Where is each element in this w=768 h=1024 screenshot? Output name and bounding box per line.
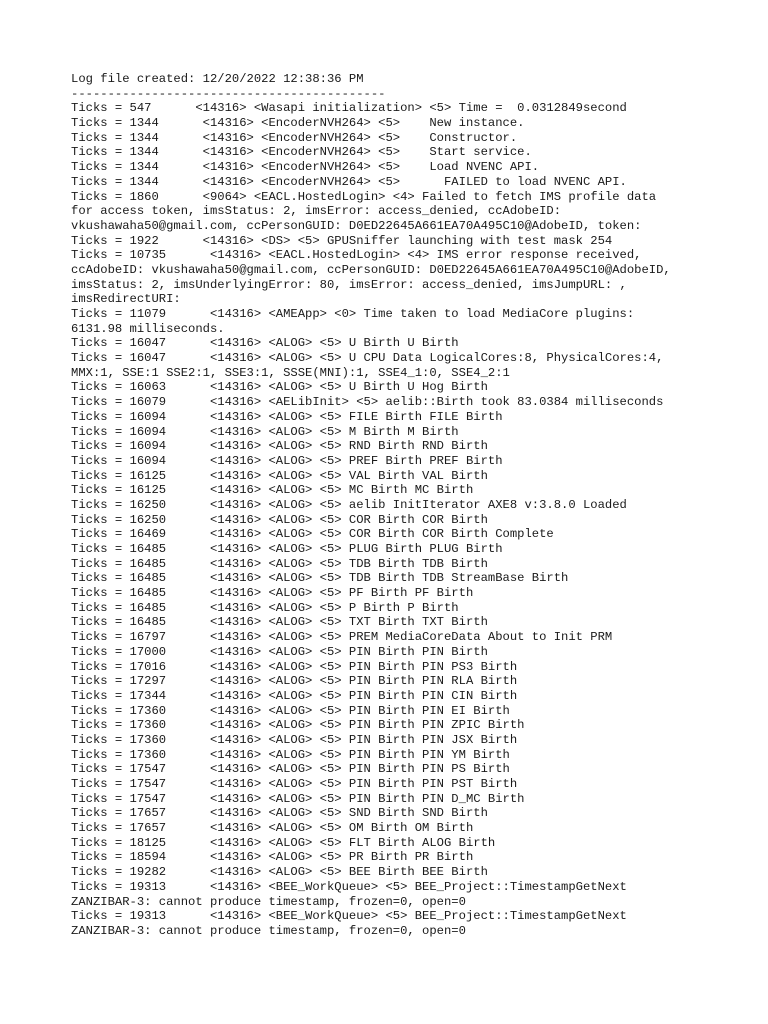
log-line: Ticks = 19313 <14316> <BEE_WorkQueue> <5> BEE_Project::TimestampGetNext [71, 879, 627, 894]
log-line: Ticks = 17360 <14316> <ALOG> <5> PIN Birth PIN JSX Birth [71, 732, 518, 747]
log-line: Ticks = 16485 <14316> <ALOG> <5> TDB Birth TDB StreamBase Birth [71, 571, 569, 586]
log-line: Ticks = 17360 <14316> <ALOG> <5> PIN Birth PIN ZPIC Birth [71, 718, 525, 733]
log-line: imsStatus: 2, imsUnderlyingError: 80, imsError: access_denied, imsJumpURL: , [71, 277, 627, 292]
log-line: Ticks = 16250 <14316> <ALOG> <5> aelib InitIterator AXE8 v:3.8.0 Loaded [71, 497, 627, 512]
log-line: Ticks = 1344 <14316> <EncoderNVH264> <5> New instance. [71, 116, 525, 131]
log-line: Ticks = 547 <14316> <Wasapi initialization> <5> Time = 0.0312849second [71, 101, 627, 116]
document-page [71, 72, 761, 939]
log-line: Ticks = 16125 <14316> <ALOG> <5> VAL Birth VAL Birth [71, 468, 488, 483]
log-line: Ticks = 16094 <14316> <ALOG> <5> RND Birth RND Birth [71, 439, 488, 454]
log-line: Ticks = 18125 <14316> <ALOG> <5> FLT Birth ALOG Birth [71, 835, 496, 850]
log-line: vkushawaha50@gmail.com, ccPersonGUID: D0ED22645A661EA70A495C10@AdobeID, token: [71, 218, 642, 233]
log-line: ZANZIBAR-3: cannot produce timestamp, frozen=0, open=0 [71, 894, 466, 909]
log-line: Ticks = 16094 <14316> <ALOG> <5> PREF Birth PREF Birth [71, 453, 503, 468]
log-line: Ticks = 16485 <14316> <ALOG> <5> P Birth P Birth [71, 600, 459, 615]
log-line: Ticks = 1922 <14316> <DS> <5> GPUSniffer launching with test mask 254 [71, 233, 613, 248]
log-line: Ticks = 16094 <14316> <ALOG> <5> M Birth M Birth [71, 424, 459, 439]
log-line: imsRedirectURI: [71, 292, 181, 307]
log-line: Ticks = 19313 <14316> <BEE_WorkQueue> <5> BEE_Project::TimestampGetNext [71, 909, 627, 924]
log-line: Ticks = 17016 <14316> <ALOG> <5> PIN Birth PIN PS3 Birth [71, 659, 518, 674]
log-line: ------------------------------------------- [71, 86, 386, 101]
log-line: Ticks = 17547 <14316> <ALOG> <5> PIN Birth PIN D_MC Birth [71, 791, 525, 806]
log-line: Ticks = 17360 <14316> <ALOG> <5> PIN Birth PIN YM Birth [71, 747, 510, 762]
log-line: Ticks = 16469 <14316> <ALOG> <5> COR Birth COR Birth Complete [71, 527, 554, 542]
log-line: Ticks = 16250 <14316> <ALOG> <5> COR Birth COR Birth [71, 512, 488, 527]
log-line: Ticks = 11079 <14316> <AMEApp> <0> Time taken to load MediaCore plugins: [71, 307, 635, 321]
log-line: for access token, imsStatus: 2, imsError: access_denied, ccAdobeID: [71, 204, 562, 219]
log-line: Log file created: 12/20/2022 12:38:36 PM [71, 72, 364, 86]
log-line: Ticks = 17297 <14316> <ALOG> <5> PIN Birth PIN RLA Birth [71, 674, 518, 689]
log-line: Ticks = 17657 <14316> <ALOG> <5> SND Birth SND Birth [71, 806, 488, 821]
log-line: Ticks = 19282 <14316> <ALOG> <5> BEE Birth BEE Birth [71, 865, 488, 880]
log-line: Ticks = 1344 <14316> <EncoderNVH264> <5> Constructor. [71, 130, 518, 145]
log-line: Ticks = 16047 <14316> <ALOG> <5> U Birth U Birth [71, 336, 459, 351]
log-line: ccAdobeID: vkushawaha50@gmail.com, ccPersonGUID: D0ED22645A661EA70A495C10@AdobeID, [71, 262, 671, 277]
log-line: Ticks = 10735 <14316> <EACL.HostedLogin> <4> IMS error response received, [71, 248, 642, 263]
log-line: Ticks = 17344 <14316> <ALOG> <5> PIN Birth PIN CIN Birth [71, 688, 518, 703]
log-line: Ticks = 16485 <14316> <ALOG> <5> TDB Birth TDB Birth [71, 556, 488, 571]
log-line: Ticks = 17657 <14316> <ALOG> <5> OM Birth OM Birth [71, 821, 474, 836]
log-line: Ticks = 1344 <14316> <EncoderNVH264> <5> FAILED to load NVENC API. [71, 174, 627, 189]
log-line: Ticks = 17360 <14316> <ALOG> <5> PIN Birth PIN EI Birth [71, 703, 510, 718]
log-line: Ticks = 16063 <14316> <ALOG> <5> U Birth U Hog Birth [71, 380, 488, 395]
log-line: Ticks = 16094 <14316> <ALOG> <5> FILE Birth FILE Birth [71, 409, 503, 424]
log-line: ZANZIBAR-3: cannot produce timestamp, frozen=0, open=0 [71, 923, 466, 938]
log-line: Ticks = 16485 <14316> <ALOG> <5> PF Birth PF Birth [71, 586, 474, 601]
log-line: Ticks = 16485 <14316> <ALOG> <5> PLUG Birth PLUG Birth [71, 542, 503, 556]
log-line: Ticks = 18594 <14316> <ALOG> <5> PR Birth PR Birth [71, 850, 474, 865]
log-line: 6131.98 milliseconds. [71, 321, 225, 336]
log-line: MMX:1, SSE:1 SSE2:1, SSE3:1, SSSE(MNI):1, SSE4_1:0, SSE4_2:1 [71, 365, 510, 380]
log-line: Ticks = 17000 <14316> <ALOG> <5> PIN Birth PIN Birth [71, 644, 488, 659]
log-line: Ticks = 17547 <14316> <ALOG> <5> PIN Birth PIN PS Birth [71, 762, 510, 777]
log-line: Ticks = 17547 <14316> <ALOG> <5> PIN Birth PIN PST Birth [71, 777, 518, 791]
log-line: Ticks = 16485 <14316> <ALOG> <5> TXT Birth TXT Birth [71, 615, 488, 630]
log-line: Ticks = 16079 <14316> <AELibInit> <5> aelib::Birth took 83.0384 milliseconds [71, 395, 664, 410]
log-text [71, 72, 761, 939]
log-line: Ticks = 1344 <14316> <EncoderNVH264> <5> Start service. [71, 145, 532, 160]
log-line: Ticks = 16047 <14316> <ALOG> <5> U CPU Data LogicalCores:8, PhysicalCores:4, [71, 351, 664, 366]
log-line: Ticks = 1344 <14316> <EncoderNVH264> <5> Load NVENC API. [71, 160, 540, 175]
log-line: Ticks = 1860 <9064> <EACL.HostedLogin> <4> Failed to fetch IMS profile data [71, 189, 657, 204]
log-line: Ticks = 16797 <14316> <ALOG> <5> PREM MediaCoreData About to Init PRM [71, 630, 613, 645]
log-line: Ticks = 16125 <14316> <ALOG> <5> MC Birth MC Birth [71, 483, 474, 498]
